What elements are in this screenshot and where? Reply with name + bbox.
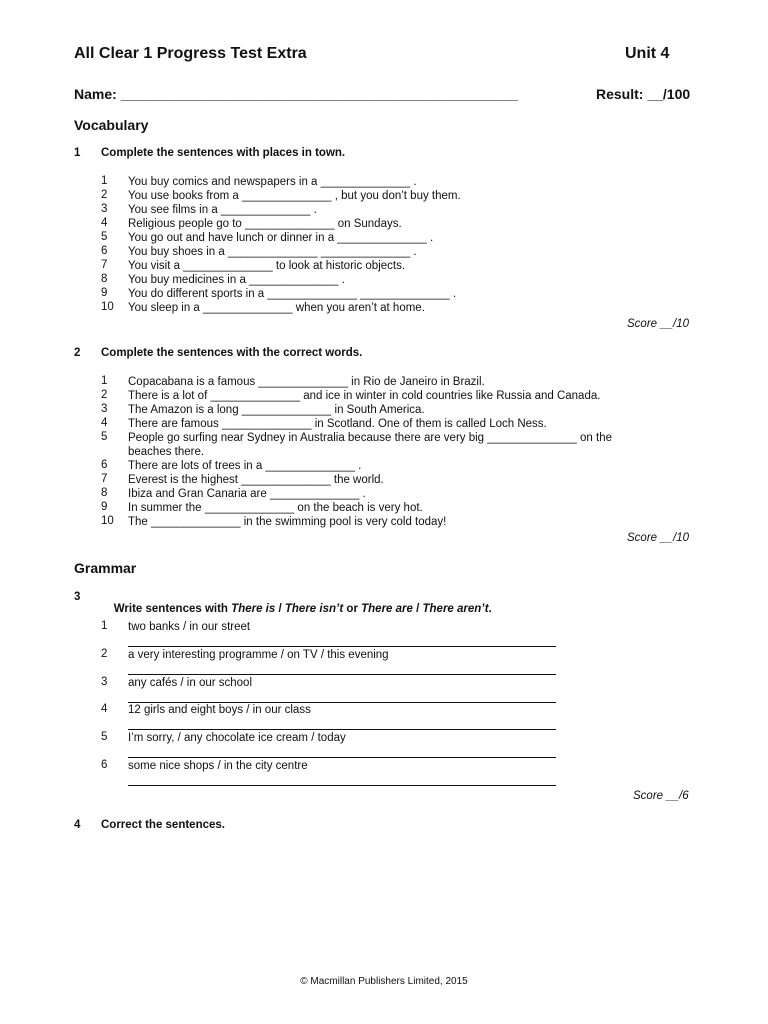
instruction-phrase: There is: [231, 603, 276, 615]
item-number: 7: [101, 259, 108, 271]
item-text: Everest is the highest ______________ the world.: [128, 473, 384, 486]
item-number: 10: [101, 301, 114, 313]
item-text: There are lots of trees in a ______________ .: [128, 459, 362, 472]
item-prompt: some nice shops / in the city centre: [128, 760, 308, 772]
item-number: 8: [101, 273, 108, 285]
item-text: Ibiza and Gran Canaria are ______________ .: [128, 487, 366, 500]
answer-line[interactable]: [128, 785, 556, 786]
item-number: 3: [101, 675, 108, 688]
item-number: 7: [101, 472, 108, 485]
instruction-phrase: There isn’t: [284, 603, 344, 615]
item-text: You sleep in a ______________ when you aren’t at home.: [128, 302, 425, 314]
name-blank: ___________________________________________________: [120, 86, 518, 102]
item-number: 6: [101, 458, 108, 471]
item-prompt: a very interesting programme / on TV / this evening: [128, 648, 389, 661]
question-2-score: Score __/10: [627, 532, 690, 544]
question-1-number: 1: [74, 147, 81, 159]
item-text: In summer the ______________ on the beach is very hot.: [128, 501, 423, 514]
copyright-footer: © Macmillan Publishers Limited, 2015: [300, 976, 468, 987]
question-4-instruction: Correct the sentences.: [101, 819, 225, 831]
item-number: 4: [101, 703, 108, 716]
instruction-phrase: There are: [361, 603, 413, 615]
instruction-text: .: [488, 603, 492, 615]
item-number: 6: [101, 759, 108, 771]
item-text: There is a lot of ______________ and ice in winter in cold countries like Russia and Canada.: [128, 390, 601, 402]
item-text: You do different sports in a ______________ ______________ .: [128, 288, 457, 300]
item-number: 2: [101, 189, 108, 201]
item-number: 5: [101, 731, 108, 744]
item-number: 8: [101, 486, 108, 499]
vocabulary-heading: Vocabulary: [74, 117, 149, 133]
question-1-score: Score __/10: [627, 318, 690, 330]
item-text: People go surfing near Sydney in Australia because there are very big ______________ on the beaches there.: [128, 432, 612, 458]
item-text: The ______________ in the swimming pool is very cold today!: [128, 515, 447, 528]
instruction-phrase: There aren’t: [422, 603, 489, 615]
item-text: Religious people go to ______________ on Sundays.: [128, 218, 402, 230]
item-number: 1: [101, 620, 108, 632]
item-text: You see films in a ______________ .: [128, 204, 317, 216]
item-text: You buy comics and newspapers in a ______________ .: [128, 176, 417, 188]
item-number: 5: [101, 431, 108, 443]
item-number: 1: [101, 375, 108, 387]
item-text: There are famous ______________ in Scotland. One of them is called Loch Ness.: [128, 418, 547, 430]
question-1-instruction: Complete the sentences with places in town.: [101, 147, 346, 159]
item-text: You visit a ______________ to look at historic objects.: [128, 260, 406, 272]
page-title: All Clear 1 Progress Test Extra: [74, 45, 307, 62]
item-number: 1: [101, 175, 108, 187]
item-prompt: 12 girls and eight boys / in our class: [128, 704, 311, 717]
item-prompt: I’m sorry, / any chocolate ice cream / today: [128, 732, 346, 745]
result-field: Result: __/100: [596, 86, 691, 102]
instruction-text: /: [275, 603, 285, 615]
unit-label: Unit 4: [625, 45, 670, 62]
item-number: 10: [101, 514, 114, 527]
item-number: 6: [101, 245, 108, 257]
item-text: You buy shoes in a ______________ ______________ .: [128, 246, 417, 258]
item-prompt: any cafés / in our school: [128, 676, 253, 689]
name-field: [74, 86, 518, 102]
item-number: 3: [101, 203, 108, 215]
name-label: Name:: [74, 86, 121, 102]
item-number: 4: [101, 217, 108, 229]
item-number: 9: [101, 500, 108, 513]
item-text: You use books from a ______________ , but you don’t buy them.: [128, 190, 461, 202]
instruction-text: or: [343, 603, 362, 615]
item-text: The Amazon is a long ______________ in South America.: [128, 404, 425, 416]
instruction-text: Write sentences with: [113, 603, 232, 615]
question-3-number: 3: [74, 591, 81, 603]
instruction-text: /: [412, 603, 423, 615]
item-text: You go out and have lunch or dinner in a ______________ .: [128, 232, 434, 244]
question-2-instruction: Complete the sentences with the correct words.: [101, 347, 363, 359]
question-3-score: Score __/6: [633, 790, 689, 802]
question-4-number: 4: [74, 819, 81, 831]
item-number: 9: [101, 287, 108, 299]
item-text: You buy medicines in a ______________ .: [128, 274, 345, 286]
item-number: 2: [101, 389, 108, 401]
item-number: 2: [101, 647, 108, 660]
item-number: 5: [101, 231, 108, 243]
item-text: Copacabana is a famous ______________ in Rio de Janeiro in Brazil.: [128, 376, 485, 388]
item-number: 4: [101, 417, 108, 429]
grammar-heading: Grammar: [74, 560, 137, 576]
item-prompt: two banks / in our street: [128, 621, 251, 633]
item-number: 3: [101, 403, 108, 415]
question-2-number: 2: [74, 347, 81, 359]
